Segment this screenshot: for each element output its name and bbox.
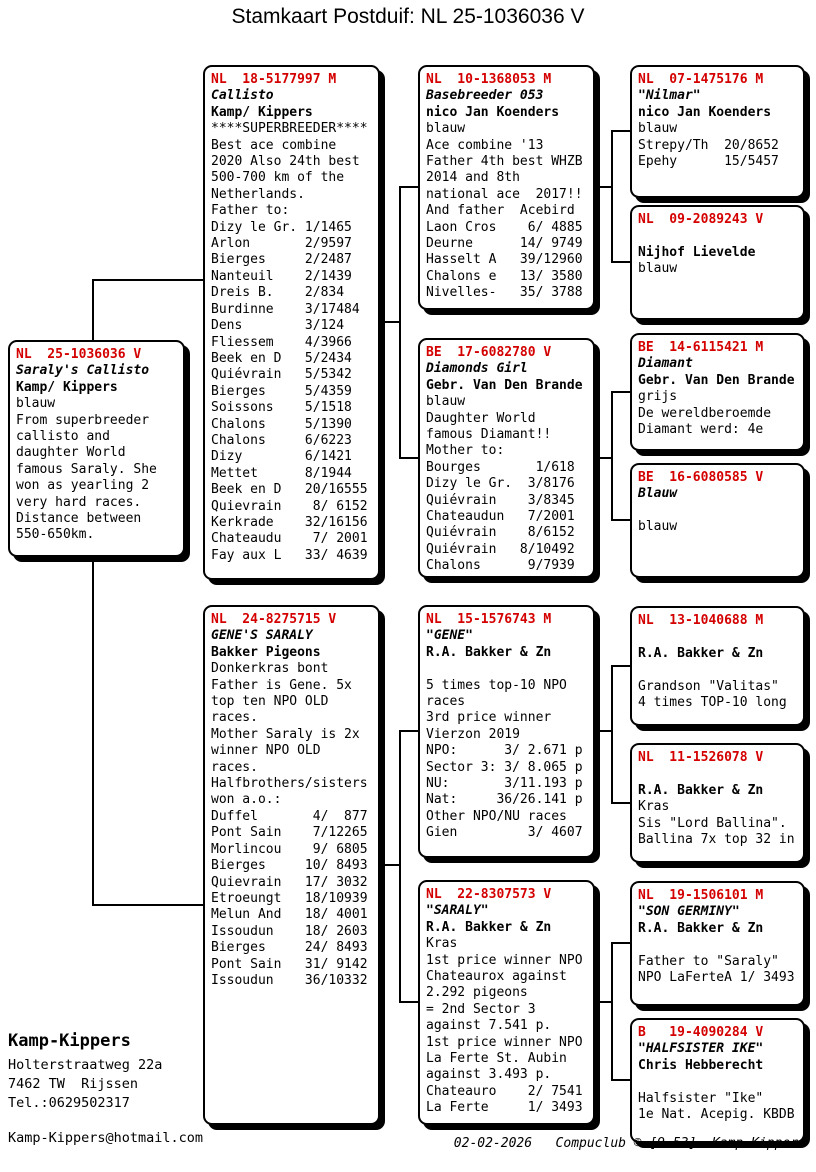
pedigree-line	[638, 1074, 797, 1090]
pedigree-line: won as yearling 2	[16, 478, 150, 494]
pedigree-line: "SARALY"	[426, 903, 489, 919]
pedigree-line: Diamonds Girl	[426, 361, 528, 377]
pedigree-line: Etroeungt 18/10939	[211, 890, 368, 906]
pedigree-line: Chalons 5/1390	[211, 416, 352, 432]
pedigree-line	[638, 937, 797, 953]
pedigree-line: 550-650km.	[16, 527, 95, 543]
pedigree-box-father	[203, 65, 380, 580]
pedigree-line: NL 18-5177997 M	[211, 72, 337, 87]
pedigree-line: Netherlands.	[211, 186, 305, 202]
pedigree-line: Duffel 4/ 877	[211, 808, 368, 824]
pedigree-line: BE 16-6080585 V	[638, 470, 764, 485]
pedigree-line: From superbreeder	[16, 412, 150, 428]
pedigree-line: Quiévrain 3/8345	[426, 492, 575, 508]
pedigree-line: Dens 3/124	[211, 318, 345, 334]
pedigree-line: Melun And 18/ 4001	[211, 907, 368, 923]
pedigree-line	[638, 766, 797, 782]
pedigree-line: Quievrain 17/ 3032	[211, 874, 368, 890]
pedigree-line: races.	[211, 710, 258, 726]
pedigree-line: Beek en D 5/2434	[211, 350, 352, 366]
pedigree-line	[638, 503, 797, 519]
pedigree-line: 4 times TOP-10 long	[638, 695, 787, 711]
pedigree-line: BE 14-6115421 M	[638, 340, 764, 355]
pedigree-line: NL 24-8275715 V	[211, 612, 337, 627]
pedigree-line: Fay aux L 33/ 4639	[211, 547, 368, 563]
pedigree-box-ggp-7	[630, 881, 805, 1006]
pedigree-line: Nijhof Lievelde	[638, 244, 756, 260]
pedigree-line	[426, 661, 587, 677]
pedigree-line: 500-700 km of the	[211, 170, 345, 186]
pedigree-line: Chateauro 2/ 7541	[426, 1083, 583, 1099]
pedigree-line: NL 10-1368053 M	[426, 72, 552, 87]
pedigree-line: Kamp/ Kippers	[16, 379, 118, 395]
pedigree-line: top ten NPO OLD	[211, 694, 329, 710]
pedigree-line: blauw	[16, 396, 56, 412]
pedigree-line: Quiévrain 8/6152	[426, 525, 575, 541]
pedigree-line: Gebr. Van Den Brande	[638, 372, 795, 388]
pedigree-line: Soissons 5/1518	[211, 400, 352, 416]
pedigree-line: Dizy le Gr. 3/8176	[426, 476, 575, 492]
pedigree-line: Chris Hebberecht	[638, 1057, 764, 1073]
pedigree-line: ****SUPERBREEDER****	[211, 121, 368, 137]
pedigree-box-grandmother-paternal	[418, 338, 595, 578]
print-footer: 02-02-2026 Compuclub © [9.53] Kamp-Kippers	[453, 1136, 806, 1151]
pedigree-line: Blauw	[638, 486, 678, 502]
pedigree-line: Morlincou 9/ 6805	[211, 841, 368, 857]
pedigree-line: Grandson "Valitas"	[638, 678, 779, 694]
breeder-name: Kamp-Kippers	[8, 1031, 131, 1051]
breeder-email: Kamp-Kippers@hotmail.com	[8, 1130, 204, 1146]
pedigree-line: nico Jan Koenders	[426, 104, 560, 120]
pedigree-line: Bierges 10/ 8493	[211, 858, 368, 874]
pedigree-line: Halfsister "Ike"	[638, 1090, 764, 1106]
pedigree-line: La Ferte 1/ 3493	[426, 1100, 583, 1116]
pedigree-line: NL 22-8307573 V	[426, 887, 552, 902]
pedigree-line: NL 19-1506101 M	[638, 888, 764, 903]
pedigree-line: Saraly's Callisto	[16, 363, 150, 379]
pedigree-line: winner NPO OLD	[211, 743, 321, 759]
pedigree-line: NL 25-1036036 V	[16, 347, 142, 362]
pedigree-line: 1st price winner NPO	[426, 952, 583, 968]
pedigree-line: R.A. Bakker & Zn	[638, 920, 764, 936]
pedigree-line: Kerkrade 32/16156	[211, 514, 368, 530]
contact-block	[8, 1030, 203, 1148]
pedigree-line: Chalons e 13/ 3580	[426, 268, 583, 284]
pedigree-line: Ballina 7x top 32 in	[638, 832, 795, 848]
pedigree-line: Bierges 2/2487	[211, 252, 352, 268]
pedigree-line: Strepy/Th 20/8652	[638, 137, 779, 153]
pedigree-line: Diamant	[638, 356, 693, 372]
pedigree-line	[638, 662, 797, 678]
pedigree-box-mother	[203, 605, 380, 1125]
pedigree-line: 3rd price winner	[426, 710, 552, 726]
pedigree-line: Kras	[426, 936, 458, 952]
pedigree-line: against 3.493 p.	[426, 1067, 552, 1083]
pedigree-line: Sector 3: 3/ 8.065 p	[426, 759, 583, 775]
pedigree-line: blauw	[426, 121, 466, 137]
pedigree-line: "SON GERMINY"	[638, 904, 740, 920]
breeder-city: 7462 TW Rijssen	[8, 1076, 139, 1092]
pedigree-line: Fliessem 4/3966	[211, 334, 352, 350]
pedigree-line: Chateaurox against	[426, 969, 567, 985]
pedigree-line: Chalons 6/6223	[211, 432, 352, 448]
pedigree-line: R.A. Bakker & Zn	[426, 919, 552, 935]
pedigree-line: Distance between	[16, 511, 142, 527]
pedigree-line: Mother Saraly is 2x	[211, 726, 360, 742]
pedigree-line: Kras	[638, 799, 670, 815]
pedigree-line: R.A. Bakker & Zn	[638, 782, 764, 798]
pedigree-line: Mettet 8/1944	[211, 465, 352, 481]
pedigree-line: Diamant werd: 4e	[638, 422, 764, 438]
pedigree-line: Laon Cros 6/ 4885	[426, 219, 583, 235]
pedigree-line	[638, 629, 797, 645]
pedigree-line: NL 09-2089243 V	[638, 212, 764, 227]
pedigree-line: national ace 2017!!	[426, 186, 583, 202]
pedigree-line: BE 17-6082780 V	[426, 345, 552, 360]
pedigree-line: famous Saraly. She	[16, 461, 157, 477]
pedigree-line: 5 times top-10 NPO	[426, 677, 567, 693]
pedigree-line: Quievrain 8/ 6152	[211, 498, 368, 514]
pedigree-line: Nivelles- 35/ 3788	[426, 285, 583, 301]
pedigree-line: GENE'S SARALY	[211, 628, 313, 644]
pedigree-box-ggp-4	[630, 463, 805, 578]
pedigree-line: Deurne 14/ 9749	[426, 236, 583, 252]
pedigree-line: races	[426, 694, 466, 710]
pedigree-line: 2.292 pigeons	[426, 985, 528, 1001]
pedigree-line: NL 15-1576743 M	[426, 612, 552, 627]
pedigree-line: Ace combine '13	[426, 137, 544, 153]
pedigree-box-ggp-6	[630, 743, 805, 863]
pedigree-box-ggp-1	[630, 65, 805, 198]
pedigree-line: against 7.541 p.	[426, 1018, 552, 1034]
pedigree-line: Quiévrain 5/5342	[211, 367, 352, 383]
pedigree-line: Bierges 5/4359	[211, 383, 352, 399]
pedigree-box-ggp-5	[630, 606, 805, 726]
pedigree-line: Daughter World	[426, 410, 536, 426]
pedigree-line: Nat: 36/26.141 p	[426, 792, 583, 808]
pedigree-line: NPO LaFerteA 1/ 3493	[638, 970, 795, 986]
pedigree-line: "GENE"	[426, 628, 473, 644]
pedigree-line: blauw	[426, 394, 466, 410]
pedigree-line: De wereldberoemde	[638, 405, 772, 421]
page-title: Stamkaart Postduif: NL 25-1036036 V	[231, 5, 585, 28]
pedigree-line: Quiévrain 8/10492	[426, 541, 575, 557]
pedigree-line: R.A. Bakker & Zn	[638, 645, 764, 661]
pedigree-line: Burdinne 3/17484	[211, 301, 360, 317]
pedigree-line: Bourges 1/618	[426, 459, 575, 475]
pedigree-line: Beek en D 20/16555	[211, 482, 368, 498]
pedigree-line: daughter World	[16, 445, 126, 461]
pedigree-line: Epehy 15/5457	[638, 154, 779, 170]
pedigree-line: Dreis B. 2/834	[211, 285, 345, 301]
pedigree-line: callisto and	[16, 429, 110, 445]
pedigree-line: Chateaudun 7/2001	[426, 509, 575, 525]
pedigree-line: Bierges 24/ 8493	[211, 940, 368, 956]
pedigree-line: Issoudun 36/10332	[211, 972, 368, 988]
pedigree-line: La Ferte St. Aubin	[426, 1051, 567, 1067]
pedigree-line: Father to "Saraly"	[638, 953, 779, 969]
pedigree-line: NL 13-1040688 M	[638, 613, 764, 628]
pedigree-line: Donkerkras bont	[211, 661, 329, 677]
pedigree-line: Gebr. Van Den Brande	[426, 377, 583, 393]
breeder-phone: Tel.:0629502317	[8, 1095, 130, 1111]
pedigree-line: Basebreeder 053	[426, 88, 544, 104]
pedigree-line: R.A. Bakker & Zn	[426, 644, 552, 660]
pedigree-box-grandfather-maternal	[418, 605, 595, 858]
breeder-street: Holterstraatweg 22a	[8, 1057, 163, 1073]
pedigree-line: = 2nd Sector 3	[426, 1001, 536, 1017]
pedigree-line: blauw	[638, 519, 678, 535]
pedigree-line: Gien 3/ 4607	[426, 825, 583, 841]
pedigree-line: 1e Nat. Acepig. KBDB	[638, 1107, 795, 1123]
pedigree-line: Dizy 6/1421	[211, 449, 352, 465]
pedigree-line: famous Diamant!!	[426, 427, 552, 443]
pedigree-line: And father Acebird	[426, 203, 575, 219]
pedigree-line: Mother to:	[426, 443, 505, 459]
pedigree-box-ggp-3	[630, 333, 805, 451]
pedigree-line: Halfbrothers/sisters	[211, 776, 368, 792]
pedigree-line: Dizy le Gr. 1/1465	[211, 219, 352, 235]
pedigree-box-ggp-8	[630, 1018, 805, 1143]
pedigree-line: 2020 Also 24th best	[211, 154, 360, 170]
pedigree-line: Arlon 2/9597	[211, 236, 352, 252]
pedigree-line: nico Jan Koenders	[638, 104, 772, 120]
pedigree-box-ggp-2	[630, 205, 805, 320]
pedigree-line: Chalons 9/7939	[426, 558, 575, 574]
pedigree-line: Hasselt A 39/12960	[426, 252, 583, 268]
pedigree-line: blauw	[638, 121, 678, 137]
pedigree-line: Kamp/ Kippers	[211, 104, 313, 120]
pedigree-line: "Nilmar"	[638, 88, 701, 104]
pedigree-line: blauw	[638, 261, 678, 277]
pedigree-line: 2014 and 8th	[426, 170, 520, 186]
pedigree-line: NU: 3/11.193 p	[426, 776, 583, 792]
pedigree-line: NL 07-1475176 M	[638, 72, 764, 87]
pedigree-line: 1st price winner NPO	[426, 1034, 583, 1050]
pedigree-line: Best ace combine	[211, 137, 337, 153]
pedigree-line: NL 11-1526078 V	[638, 750, 764, 765]
pedigree-line: very hard races.	[16, 494, 142, 510]
pedigree-line: Pont Sain 7/12265	[211, 825, 368, 841]
pedigree-line: Nanteuil 2/1439	[211, 268, 352, 284]
pedigree-line: NPO: 3/ 2.671 p	[426, 743, 583, 759]
pedigree-line: Issoudun 18/ 2603	[211, 923, 368, 939]
pedigree-box-subject	[8, 340, 185, 557]
pedigree-line	[638, 228, 797, 244]
pedigree-box-grandfather-paternal	[418, 65, 595, 310]
pedigree-line: Vierzon 2019	[426, 726, 520, 742]
pedigree-line: races.	[211, 759, 258, 775]
pedigree-line: Sis "Lord Ballina".	[638, 815, 787, 831]
pedigree-line: Chateaudu 7/ 2001	[211, 531, 368, 547]
pedigree-line: Father 4th best WHZB	[426, 154, 583, 170]
pedigree-line: grijs	[638, 389, 678, 405]
pedigree-line: Other NPO/NU races	[426, 808, 567, 824]
pedigree-line: Pont Sain 31/ 9142	[211, 956, 368, 972]
pedigree-line: Father to:	[211, 203, 290, 219]
pedigree-line: B 19-4090284 V	[638, 1025, 764, 1040]
pedigree-box-grandmother-maternal	[418, 880, 595, 1125]
pedigree-line: Bakker Pigeons	[211, 644, 321, 660]
pedigree-line: Callisto	[211, 88, 274, 104]
pedigree-line: won a.o.:	[211, 792, 282, 808]
pedigree-line: "HALFSISTER IKE"	[638, 1041, 764, 1057]
pedigree-line: Father is Gene. 5x	[211, 677, 352, 693]
